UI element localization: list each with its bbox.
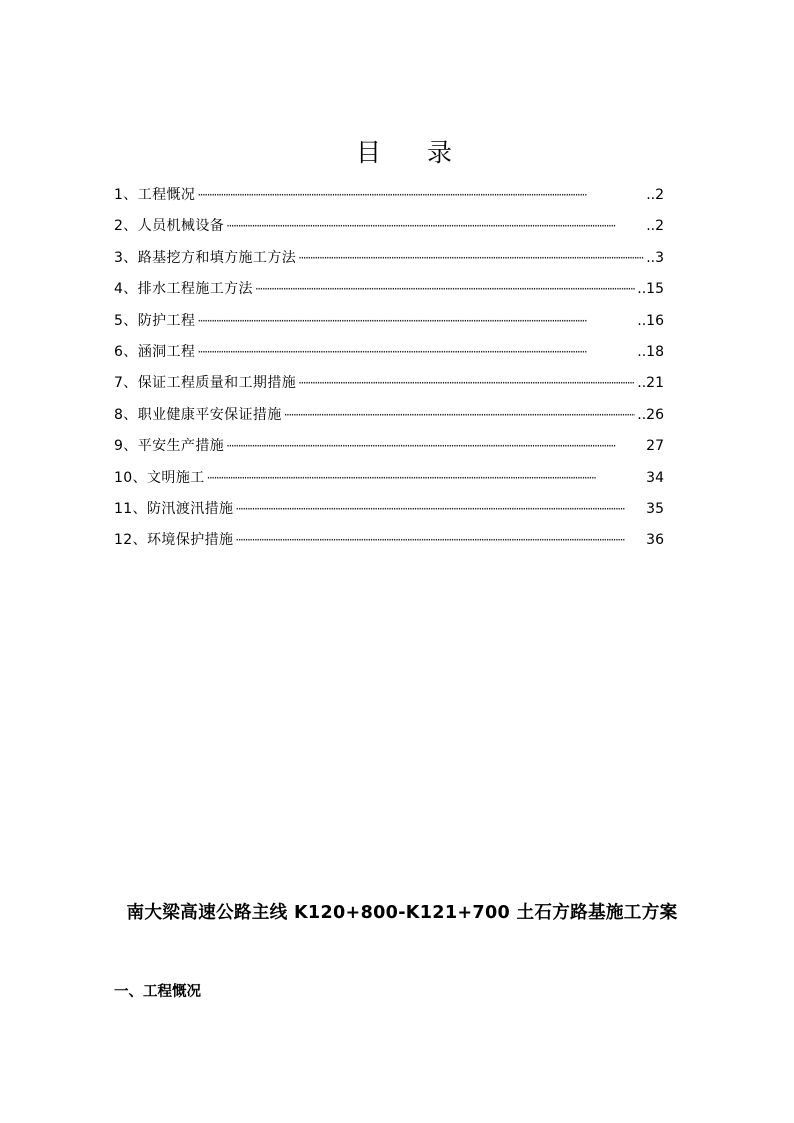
toc-list [114, 180, 664, 557]
toc-entry-number: 6、 [114, 343, 138, 360]
section-heading: 一、工程慨况 [114, 984, 201, 1000]
toc-entry[interactable] [114, 180, 664, 211]
toc-entry-number: 9、 [114, 438, 138, 455]
toc-entry[interactable] [114, 243, 664, 274]
toc-entry-page: ..2 [646, 218, 664, 235]
toc-entry-number: 12、 [114, 532, 148, 549]
toc-entry-page: ..18 [637, 343, 664, 360]
toc-entry-number: 2、 [114, 218, 138, 235]
toc-dot-leader [235, 525, 644, 556]
toc-entry-label: 涵洞工程 [137, 343, 196, 360]
toc-entry-label: 平安生产措施 [137, 438, 225, 455]
toc-entry-number: 8、 [114, 406, 138, 423]
toc-entry-label: 路基挖方和填方施工方法 [137, 249, 297, 266]
toc-entry[interactable] [114, 494, 664, 525]
toc-entry-number: 10、 [114, 469, 148, 486]
toc-dot-leader [197, 180, 644, 211]
toc-entry-number: 7、 [114, 375, 138, 392]
toc-entry[interactable] [114, 211, 664, 242]
document-title: 南大梁高速公路主线 K120+800-K121+700 土石方路基施工方案 [126, 903, 678, 923]
toc-entry-page: ..16 [637, 312, 664, 329]
toc-entry-page: 36 [646, 532, 664, 549]
toc-dot-leader [298, 243, 644, 274]
toc-entry-page: ..3 [646, 249, 664, 266]
toc-dot-leader [226, 431, 644, 462]
toc-entry-page: ..2 [646, 187, 664, 203]
toc-title [0, 136, 794, 170]
toc-dot-leader [197, 306, 635, 337]
toc-entry-page: ..26 [637, 406, 664, 423]
toc-entry-number: 3、 [114, 249, 138, 266]
toc-entry-label: 人员机械设备 [137, 218, 225, 235]
toc-dot-leader [284, 400, 636, 431]
toc-entry[interactable] [114, 274, 664, 305]
toc-entry-label: 职业健康平安保证措施 [137, 406, 282, 423]
toc-dot-leader [197, 337, 635, 368]
toc-entry-label: 防汛渡汛措施 [147, 500, 234, 517]
toc-entry-number: 5、 [114, 312, 138, 329]
toc-dot-leader [235, 494, 644, 525]
toc-entry[interactable] [114, 431, 664, 462]
toc-entry[interactable] [114, 463, 664, 494]
toc-dot-leader [207, 463, 645, 494]
toc-entry-label: 环境保护措施 [147, 532, 234, 549]
toc-title-part: 录 [427, 138, 453, 167]
toc-title-part: 目 [356, 138, 382, 167]
toc-entry-number: 11、 [114, 500, 148, 517]
toc-entry-label: 文明施工 [147, 469, 205, 486]
toc-entry-number: 1、 [114, 187, 138, 203]
toc-entry-label: 防护工程 [137, 312, 196, 329]
toc-entry-label: 排水工程施工方法 [137, 281, 253, 298]
toc-entry-page: ..21 [637, 375, 664, 392]
toc-entry[interactable] [114, 306, 664, 337]
toc-dot-leader [298, 368, 635, 399]
toc-entry-page: 27 [646, 438, 664, 455]
toc-entry[interactable] [114, 337, 664, 368]
toc-entry[interactable] [114, 525, 664, 556]
toc-entry-page: 35 [646, 500, 664, 517]
toc-entry[interactable] [114, 368, 664, 399]
toc-dot-leader [255, 274, 635, 305]
toc-entry-label: 工程慨况 [137, 187, 196, 203]
toc-entry-label: 保证工程质量和工期措施 [137, 375, 297, 392]
toc-dot-leader [226, 211, 644, 242]
toc-entry-page: 34 [646, 469, 664, 486]
toc-entry-number: 4、 [114, 281, 138, 298]
toc-entry[interactable] [114, 400, 664, 431]
toc-entry-page: ..15 [637, 281, 664, 298]
